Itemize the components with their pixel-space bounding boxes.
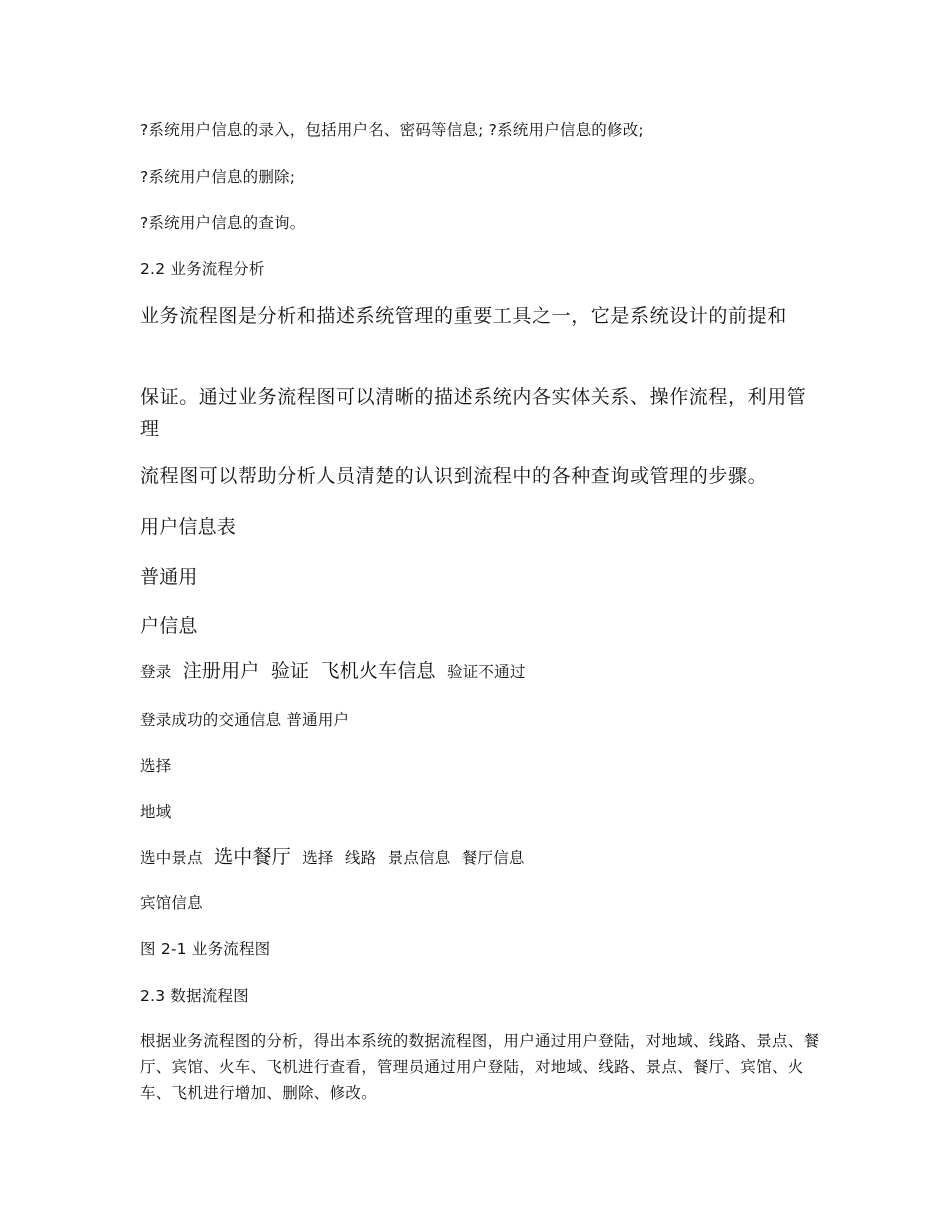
- flow-label-transport-info: 飞机火车信息: [320, 660, 436, 682]
- figure-caption: 图 2-1 业务流程图: [140, 940, 271, 958]
- flow-label-login: 登录: [140, 663, 172, 681]
- section-heading-2-2: 2.2 业务流程分析: [140, 260, 265, 278]
- flow-label-route: 线路: [344, 849, 377, 867]
- section-heading-2-3: 2.3 数据流程图: [140, 987, 249, 1005]
- requirement-line-3: ?系统用户信息的查询。: [140, 214, 306, 232]
- requirement-line-2: ?系统用户信息的删除;: [140, 168, 296, 186]
- flow-label-login-success: 登录成功的交通信息 普通用户: [140, 711, 350, 729]
- flow-label-restaurant-info: 餐厅信息: [461, 849, 525, 867]
- paragraph-1: 业务流程图是分析和描述系统管理的重要工具之一，它是系统设计的前提和: [140, 305, 787, 327]
- flow-label-select-restaurant: 选中餐厅: [214, 846, 291, 868]
- paragraph-2: 保证。通过业务流程图可以清晰的描述系统内各实体关系、操作流程，利用管理: [140, 386, 807, 440]
- requirement-line-1: ?系统用户信息的录入，包括用户名、密码等信息; ?系统用户信息的修改;: [140, 121, 644, 139]
- flow-label-verify: 验证: [270, 660, 310, 682]
- flow-label-select: 选择: [140, 757, 172, 775]
- flow-label-register: 注册用户: [182, 660, 260, 682]
- paragraph-3: 流程图可以帮助分析人员清楚的认识到流程中的各种查询或管理的步骤。: [140, 465, 768, 487]
- flow-label-verify-failed: 验证不通过: [447, 663, 526, 681]
- flow-label-user-table: 用户信息表: [140, 516, 237, 538]
- flow-label-scenic-info: 景点信息: [387, 849, 451, 867]
- flow-label-region: 地域: [140, 803, 172, 821]
- flow-row-login: [140, 656, 526, 683]
- flow-row-selection: [140, 842, 525, 869]
- paragraph-4: 根据业务流程图的分析，得出本系统的数据流程图，用户通过用户登陆，对地域、线路、景点、餐厅、宾馆、火车、飞机进行查看，管理员通过用户登陆，对地域、线路、景点、餐厅、宾馆、火车、飞机进行增加、删除、修改。: [140, 1032, 820, 1102]
- flow-label-hotel-info: 宾馆信息: [140, 894, 203, 912]
- flow-label-user-info: 户信息: [140, 615, 198, 637]
- flow-label-choose: 选择: [302, 849, 334, 867]
- flow-label-normal-user: 普通用: [140, 566, 198, 588]
- flow-label-select-scenic: 选中景点: [140, 849, 203, 867]
